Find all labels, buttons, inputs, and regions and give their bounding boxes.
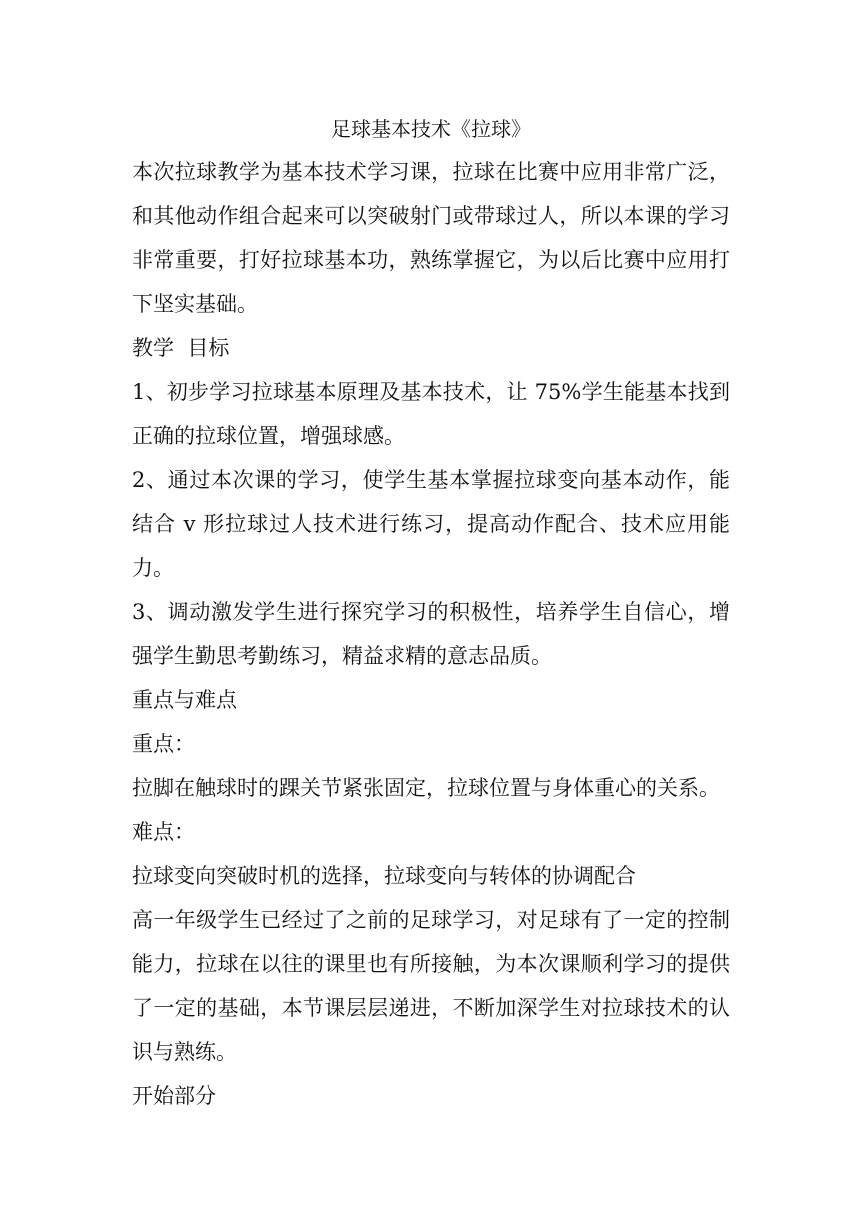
key-label: 重点： [132,732,195,756]
intro-paragraph: 本次拉球教学为基本技术学习课，拉球在比赛中应用非常广泛，和其他动作组合起来可以突破射门或带球过人，所以本课的学习非常重要，打好拉球基本功，熟练掌握它，为以后比赛中应用打下坚实基础。 [132,160,730,316]
objective-item-1: 1、初步学习拉球基本原理及基本技术，让 75%学生能基本找到正确的拉球位置，增强球感。 [132,380,730,448]
difficulty-text: 拉球变向突破时机的选择，拉球变向与转体的协调配合 [132,864,636,888]
key-points-heading: 重点与难点 [132,688,237,712]
objectives-heading: 教学 目标 [132,336,230,360]
section-start-heading: 开始部分 [132,1084,216,1108]
objective-item-3: 3、调动激发学生进行探究学习的积极性，培养学生自信心，增强学生勤思考勤练习，精益求精的意志品质。 [132,600,730,668]
objectives-list [132,370,730,678]
document-title: 足球基本技术《拉球》 [331,117,531,141]
student-analysis-paragraph: 高一年级学生已经过了之前的足球学习，对足球有了一定的控制能力，拉球在以往的课里也有所接触，为本次课顺利学习的提供了一定的基础，本节课层层递进，不断加深学生对拉球技术的认识与熟练。 [132,908,730,1064]
key-text: 拉脚在触球时的踝关节紧张固定，拉球位置与身体重心的关系。 [132,776,720,800]
difficulty-label: 难点： [132,820,195,844]
document-body [132,112,730,1118]
objective-item-2: 2、通过本次课的学习，使学生基本掌握拉球变向基本动作，能结合 v 形拉球过人技术进行练习，提高动作配合、技术应用能力。 [132,468,730,580]
